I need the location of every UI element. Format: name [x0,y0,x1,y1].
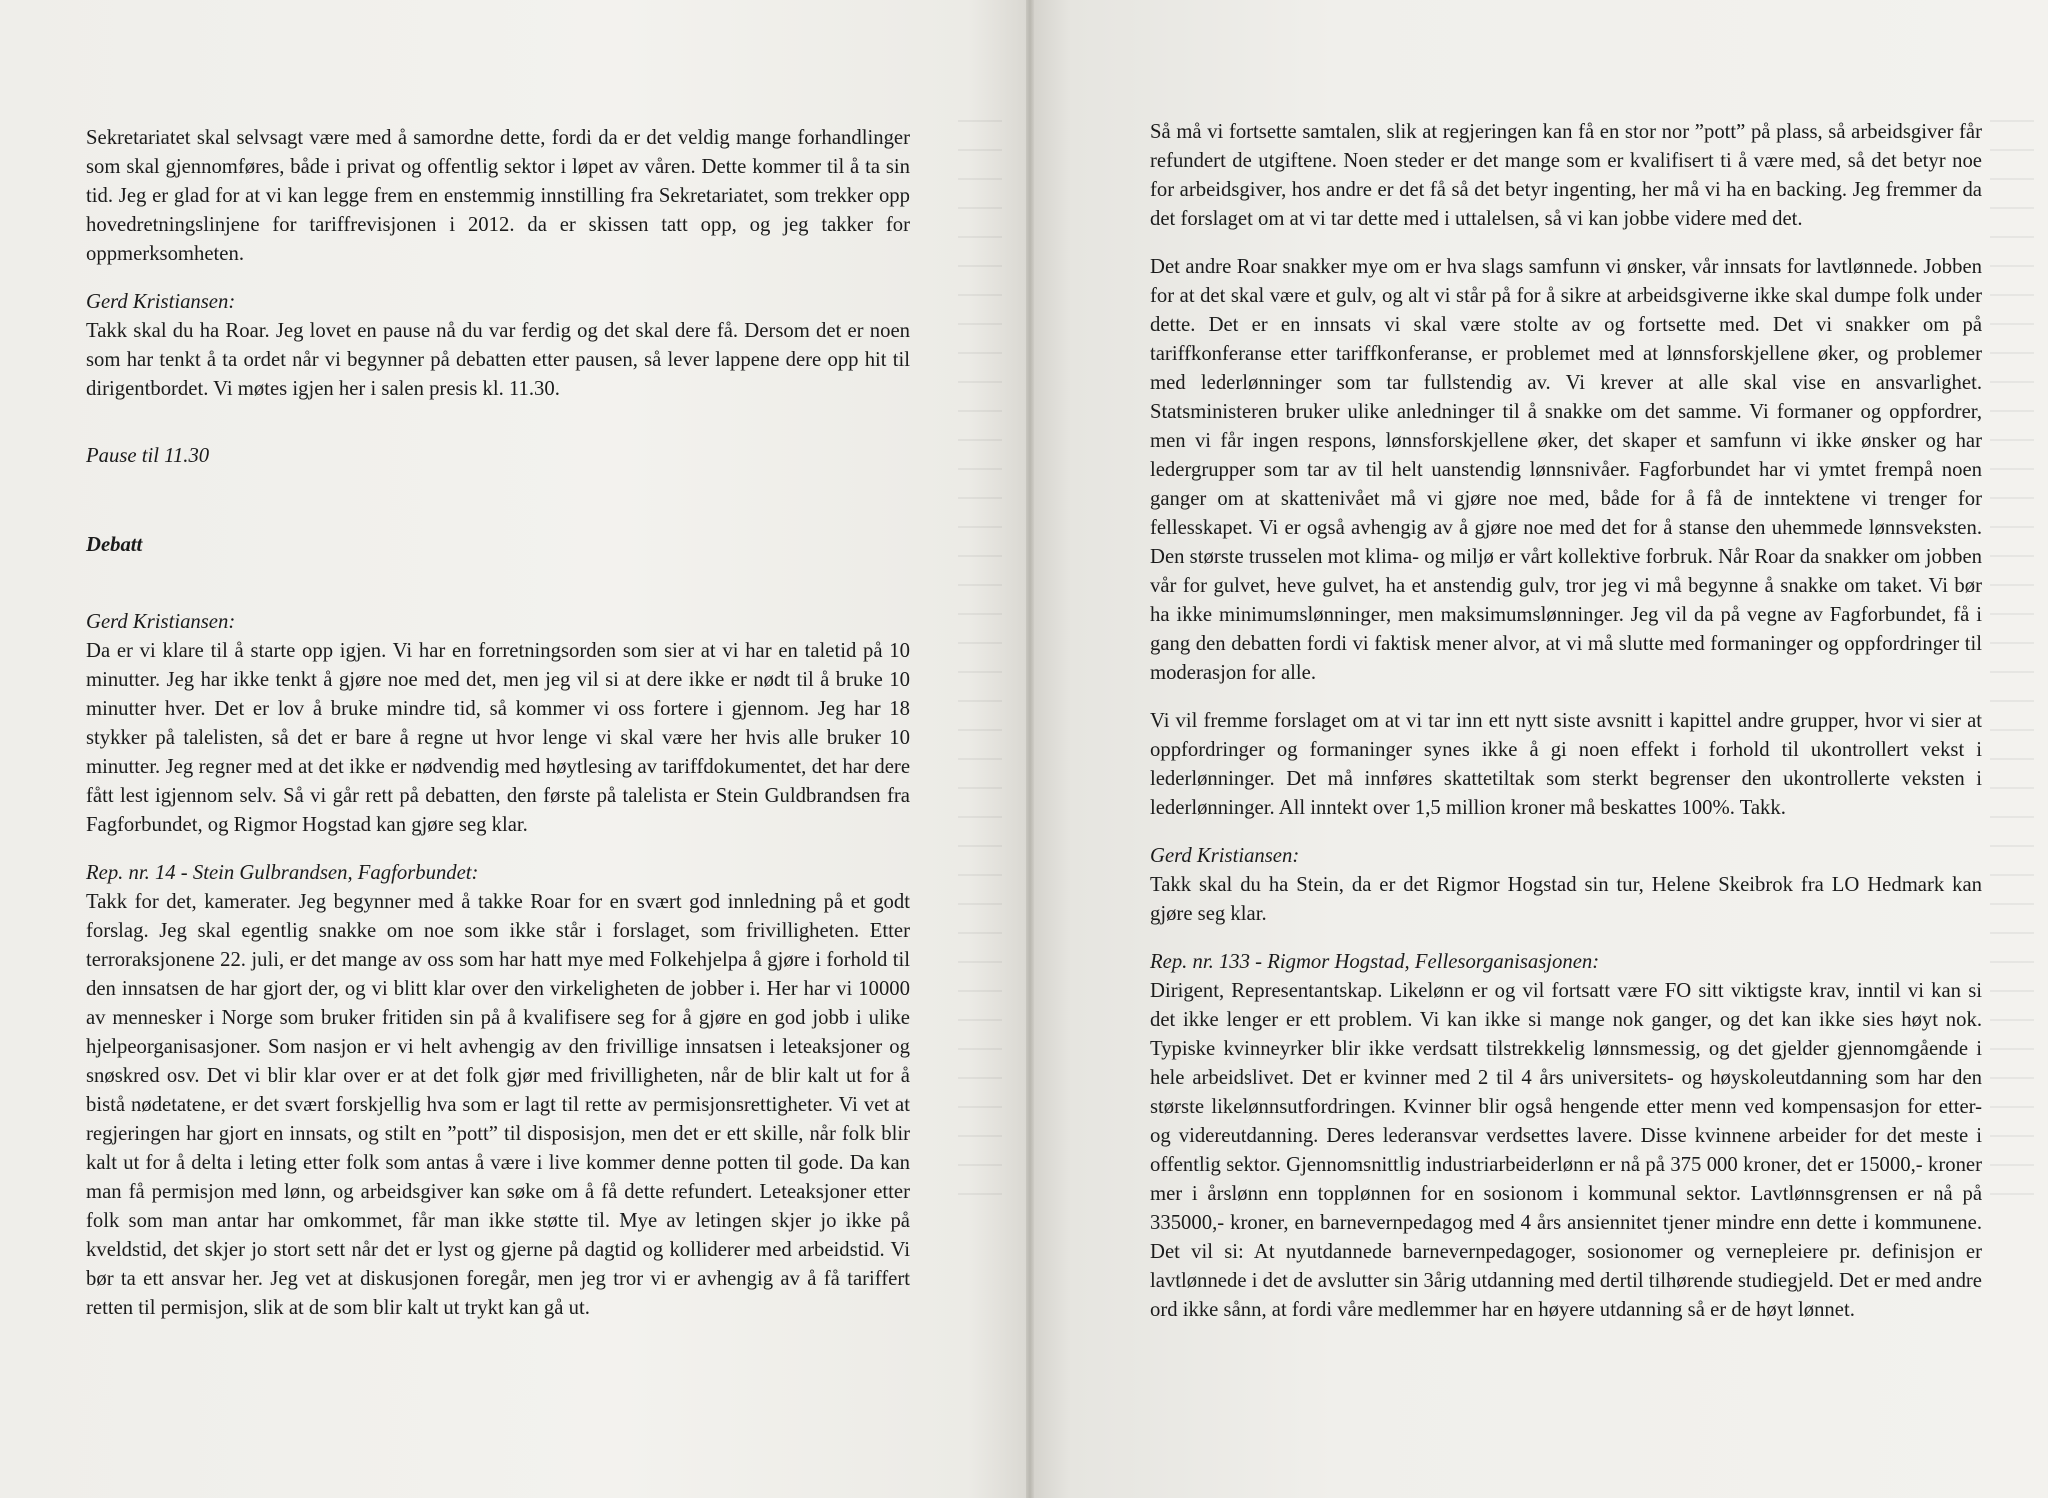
bleed-through-shadow [958,120,1002,1220]
bleed-through-shadow [1990,120,2034,1220]
speech-paragraph: Takk skal du ha Roar. Jeg lovet en pause nå du var ferdig og det skal dere få. Dersom det er noen som har tenkt å ta ordet når vi begynner på debatten etter pausen, så lever lappene dere opp hit til dirigentbordet. Vi møtes igjen her i salen presis kl. 11.30. [86,320,910,400]
speaker-label: Rep. nr. 133 - Rigmor Hogstad, Fellesorganisasjonen: [1150,951,1600,973]
body-paragraph: Det andre Roar snakker mye om er hva slags samfunn vi ønsker, vår innsats for lavtlønnede. Jobben for at det skal være et gulv, og alt vi står på for å sikre at arbeidsgiverne ikke skal dumpe folk under dette. Det er en innsats vi skal være stolte av og fortsette med. Det vi snakker om på tariffkonferanse etter tariffkonferanse, er problemet med at lønnsforskjellene øker, og problemer med lederlønninger som tar fullstendig av. Vi krever at alle skal vise en ansvarlighet. Statsministeren bruker ulike anledninger til å snakke om det samme. Vi formaner og oppfordrer, men vi får ingen respons, lønnsforskjellene øker, det skaper et samfunn vi ikke ønsker og har ledergrupper som tar av til helt uanstendig lønnsnivåer. Fagforbundet har vi ymtet frempå noen ganger om at skattenivået må vi gjøre noe med, både for å få de inntektene vi trenger for fellesskapet. Vi er også avhengig av å gjøre noe med det for å stanse den uhemmede lønnsveksten. Den største trusselen mot klima- og miljø er vårt kollektive forbruk. Når Roar da snakker om jobben vår for gulvet, heve gulvet, ha et anstendig gulv, tror jeg vi må begynne å snakke om taket. Vi bør ha ikke minimumslønninger, men maksimumslønninger. Jeg vil da på vegne av Fagforbundet, få i gang den debatten fordi vi faktisk mener alvor, at vi må slutte med formaninger og oppfordringer til moderasjon for alle. [1150,256,1982,684]
right-page [1030,0,2048,1498]
section-heading: Debatt [86,534,143,556]
intro-paragraph: Sekretariatet skal selvsagt være med å samordne dette, fordi da er det veldig mange forhandlinger som skal gjennomføres, både i privat og offentlig sektor i løpet av våren. Dette kommer til å ta sin tid. Jeg er glad for at vi kan legge frem en enstemmig innstilling fra Sekretariatet, som trekker opp hovedretningslinjene for tariffrevisjonen i 2012. da er skissen tatt opp, og jeg takker for oppmerksomheten. [86,127,910,265]
speaker-label: Gerd Kristiansen: [1150,845,1300,867]
speech-paragraph: Takk for det, kamerater. Jeg begynner med å takke Roar for en svært god innledning på et godt forslag. Jeg skal egentlig snakke om noe som ikke står i forslaget, som frivilligheten. Etter terroraksjonene 22. juli, er det mange av oss som har hatt mye med Folkehjelpa å gjøre i forhold til den innsatsen de har gjort der, og vi blitt klar over den virkeligheten de jobber i. Her har vi 10000 av mennesker i Norge som bruker fritiden sin på å kvalifisere seg for å gjøre en god jobb i ulike hjelpeorganisasjoner. Som nasjon er vi helt avhengig av den frivillige innsatsen i leteaksjoner og snøskred osv. Det vi blir klar over er at det folk gjør med frivilligheten, når de blir kalt ut for å bistå nødetatene, er det svært forskjellig hva som er lagt til rette av permisjonsrettigheter. Vi vet at regjeringen har gjort en innsats, og stilt en ”pott” til disposisjon, men det er ett skille, når folk blir kalt ut for å delta i leting etter folk som antas å være i live kommer denne potten til gode. Da kan man få permisjon med lønn, og arbeidsgiver kan søke om å få dette refundert. Leteaksjoner etter folk som man antar har omkommet, får man ikke støtte til. Mye av letingen skjer jo ikke på kveldstid, det skjer jo stort sett når det er lyst og gjerne på dagtid og kolliderer med arbeidstid. Vi bør ta ett ansvar her. Jeg vet at diskusjonen foregår, men jeg tror vi er avhengig av å få tariffert retten til permisjon, slik at de som blir kalt ut trykt kan gå ut. [86,891,910,1319]
speech-paragraph: Dirigent, Representantskap. Likelønn er og vil fortsatt være FO sitt viktigste krav, inntil vi kan si det ikke lenger er ett problem. Vi kan ikke si mange nok ganger, og det kan ikke sies høyt nok. Typiske kvinneyrker blir ikke verdsatt tilstrekkelig lønnsmessig, og det gjelder gjennomgående i hele arbeidslivet. Det er kvinner med 2 til 4 års universitets- og høyskoleutdanning som har den største likelønnsutfordringen. Kvinner blir også hengende etter menn ved kompensasjon for etter- og videreutdanning. Deres lederansvar verdsettes lavere. Disse kvinnene arbeider for det meste i offentlig sektor. Gjennomsnittlig industriarbeiderlønn er nå på 375 000 kroner, det er 15000,- kroner mer i årslønn enn topplønnen for en sosionom i kommunal sektor. Lavtlønnsgrensen er nå på 335000,- kroner, en barnevernpedagog med 4 års ansiennitet tjener mindre enn dette i kommunene. Det vil si: At nyutdannede barnevernpedagoger, sosionomer og vernepleiere pr. definisjon er lavtlønnede i det de avslutter sin 3årig utdanning med dertil tilhørende studiegjeld. Det er med andre ord ikke sånn, at fordi våre medlemmer har en høyere utdanning så er de høyt lønnet. [1150,980,1982,1321]
speaker-label: Gerd Kristiansen: [86,291,236,313]
speaker-label: Gerd Kristiansen: [86,611,236,633]
speech-paragraph: Takk skal du ha Stein, da er det Rigmor Hogstad sin tur, Helene Skeibrok fra LO Hedmark kan gjøre seg klar. [1150,874,1982,925]
speaker-label: Rep. nr. 14 - Stein Gulbrandsen, Fagforbundet: [86,862,479,884]
speech-paragraph: Da er vi klare til å starte opp igjen. Vi har en forretningsorden som sier at vi har en taletid på 10 minutter. Jeg har ikke tenkt å gjøre noe med det, men jeg vil si at dere ikke er nødt til å bruke 10 minutter hver. Det er lov å bruke mindre tid, så kommer vi oss fortere i gjennom. Jeg har 18 stykker på talelisten, så det er bare å regne ut hvor lenge vi skal være her hvis alle bruker 10 minutter. Jeg regner med at det ikke er nødvendig med høytlesing av tariffdokumentet, det har dere fått lest igjennom selv. Så vi går rett på debatten, den første på talelista er Stein Guldbrandsen fra Fagforbundet, og Rigmor Hogstad kan gjøre seg klar. [86,640,910,836]
body-paragraph: Vi vil fremme forslaget om at vi tar inn ett nytt siste avsnitt i kapittel andre grupper, hvor vi sier at oppfordringer og formaninger synes ikke å gi noen effekt i forhold til ukontrollert vekst i lederlønninger. Det må innføres skattetiltak som sterkt begrenser den ukontrollerte veksten i lederlønninger. All inntekt over 1,5 million kroner må beskattes 100%. Takk. [1150,710,1982,819]
pause-note: Pause til 11.30 [86,445,210,467]
body-paragraph: Så må vi fortsette samtalen, slik at regjeringen kan få en stor nor ”pott” på plass, så arbeidsgiver får refundert de utgiftene. Noen steder er det mange som er kvalifisert ti å være med, så det betyr noe for arbeidsgiver, hos andre er det få så det betyr ingenting, her må vi ha en backing. Jeg fremmer da det forslaget om at vi tar dette med i uttalelsen, så vi kan jobbe videre med det. [1150,121,1982,230]
book-gutter [1026,0,1034,1498]
